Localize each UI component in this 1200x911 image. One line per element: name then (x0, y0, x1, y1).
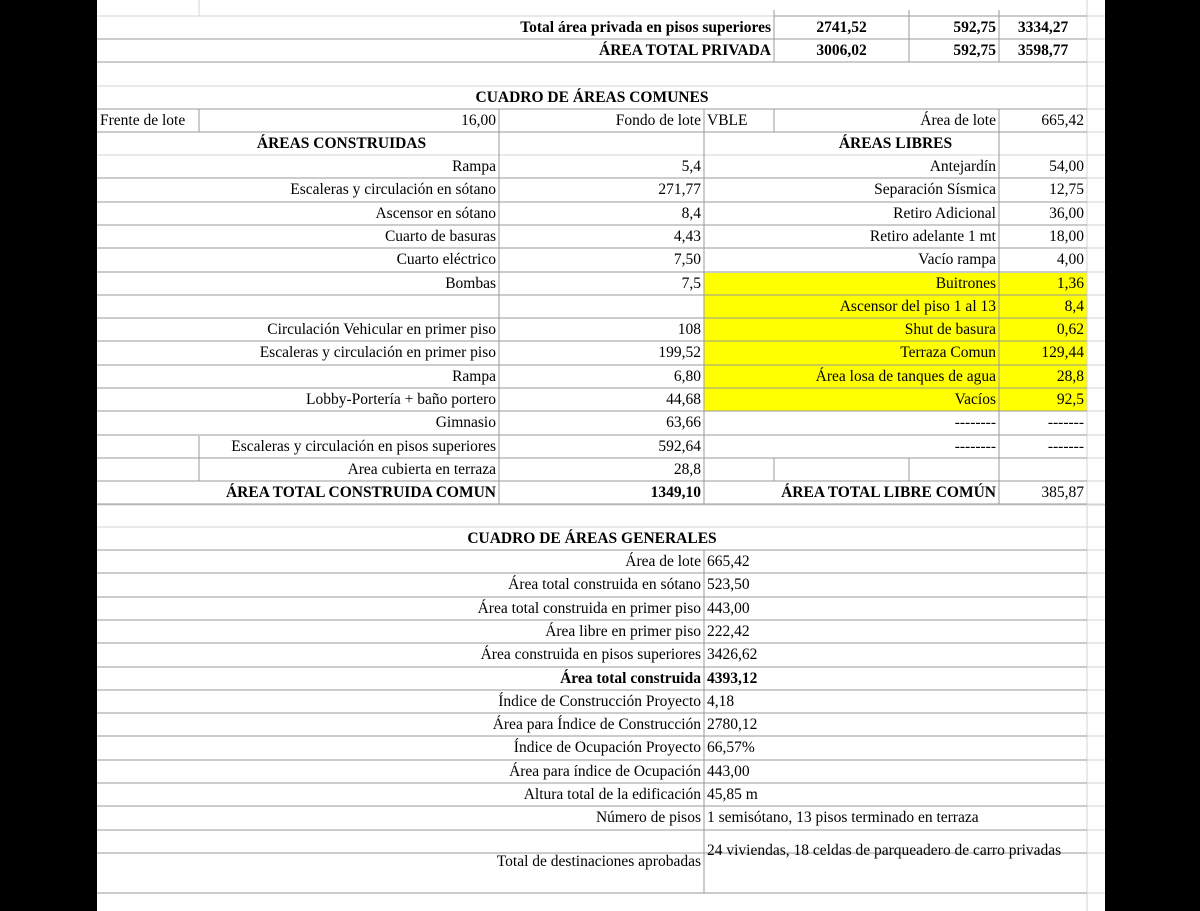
general-label[interactable]: Altura total de la edificación (523, 786, 701, 803)
general-value[interactable]: 665,42 (707, 553, 750, 570)
construida-value[interactable]: 199,52 (658, 344, 701, 361)
general-value[interactable]: 4,18 (707, 693, 735, 710)
construida-value[interactable]: 4,43 (673, 228, 701, 245)
general-value[interactable]: 66,57% (707, 739, 755, 756)
construida-label[interactable]: Cuarto eléctrico (396, 251, 496, 268)
general-label[interactable]: Área para Índice de Construcción (492, 716, 701, 733)
libre-label[interactable]: Antejardín (929, 158, 996, 175)
general-label[interactable]: Índice de Ocupación Proyecto (513, 739, 701, 756)
construida-label[interactable]: Cuarto de basuras (384, 228, 496, 245)
general-value[interactable]: 523,50 (707, 576, 750, 593)
libre-value[interactable]: 18,00 (1049, 228, 1084, 245)
fondo-label[interactable]: Fondo de lote (615, 112, 701, 129)
construida-value[interactable]: 63,66 (666, 414, 701, 431)
general-label[interactable]: Área total construida en sótano (508, 576, 701, 593)
generales-title[interactable]: CUADRO DE ÁREAS GENERALES (467, 530, 717, 547)
total-libre-value[interactable]: 385,87 (1041, 484, 1084, 501)
general-label[interactable]: Área de lote (625, 553, 701, 570)
libre-label[interactable]: Vacío rampa (918, 251, 996, 268)
libre-label[interactable]: Retiro Adicional (893, 205, 996, 222)
total-privada-a[interactable]: 3006,02 (816, 42, 867, 59)
libre-label[interactable]: -------- (954, 414, 996, 431)
general-value[interactable]: 443,00 (707, 763, 750, 780)
spreadsheet (97, 0, 1105, 911)
general-label[interactable]: Número de pisos (595, 809, 701, 826)
total-privada-b[interactable]: 592,75 (953, 42, 996, 59)
general-label[interactable]: Área total construida (560, 670, 701, 687)
comunes-title[interactable]: CUADRO DE ÁREAS COMUNES (475, 89, 709, 106)
total-libre-label[interactable]: ÁREA TOTAL LIBRE COMÚN (781, 484, 996, 501)
libre-value[interactable]: 1,36 (1056, 275, 1084, 292)
total-privada-c[interactable]: 3598,77 (1017, 42, 1069, 59)
top-row-value-a[interactable]: 2741,52 (816, 19, 867, 36)
construida-value[interactable]: 28,8 (673, 461, 701, 478)
construida-value[interactable]: 7,5 (681, 275, 701, 292)
libre-value[interactable]: ------- (1047, 438, 1084, 455)
construida-label[interactable]: Escaleras y circulación en pisos superiores (231, 438, 496, 455)
construida-label[interactable]: Rampa (452, 368, 496, 385)
libre-label[interactable]: Área losa de tanques de agua (815, 368, 996, 385)
construida-label[interactable]: Gimnasio (435, 414, 496, 431)
libre-value[interactable]: 0,62 (1056, 321, 1084, 338)
construida-label[interactable]: Escaleras y circulación en primer piso (259, 344, 496, 361)
libre-value[interactable]: 129,44 (1041, 344, 1084, 361)
libre-value[interactable]: ------- (1047, 414, 1084, 431)
libre-value[interactable]: 92,5 (1056, 391, 1084, 408)
general-label[interactable]: Área libre en primer piso (545, 623, 701, 640)
construida-value[interactable]: 271,77 (658, 181, 701, 198)
general-value[interactable]: 4393,12 (707, 670, 758, 687)
libre-label[interactable]: Shut de basura (904, 321, 996, 338)
libre-value[interactable]: 28,8 (1056, 368, 1084, 385)
top-row-label[interactable]: Total área privada en pisos superiores (520, 19, 771, 36)
libre-value[interactable]: 36,00 (1049, 205, 1084, 222)
construida-value[interactable]: 7,50 (673, 251, 701, 268)
construidas-header[interactable]: ÁREAS CONSTRUIDAS (256, 135, 427, 152)
construida-value[interactable]: 108 (677, 321, 701, 338)
general-value[interactable]: 3426,62 (707, 646, 758, 663)
area-lote-value[interactable]: 665,42 (1041, 112, 1084, 129)
construida-label[interactable]: Ascensor en sótano (375, 205, 496, 222)
total-construida-value[interactable]: 1349,10 (650, 484, 701, 501)
fondo-value[interactable]: VBLE (707, 112, 748, 129)
construida-label[interactable]: Area cubierta en terraza (347, 461, 496, 478)
libre-label[interactable]: Ascensor del piso 1 al 13 (839, 298, 996, 315)
general-label[interactable]: Área construida en pisos superiores (480, 646, 701, 663)
general-value[interactable]: 24 viviendas, 18 celdas de parqueadero de carro privadas (707, 842, 1062, 859)
libre-label[interactable]: Vacíos (954, 391, 996, 408)
general-value[interactable]: 1 semisótano, 13 pisos terminado en terraza (707, 809, 979, 826)
frente-label[interactable]: Frente de lote (100, 112, 186, 129)
construida-label[interactable]: Circulación Vehicular en primer piso (267, 321, 496, 338)
libre-label[interactable]: Separación Sísmica (874, 181, 996, 198)
construida-label[interactable]: Rampa (452, 158, 496, 175)
construida-label[interactable]: Escaleras y circulación en sótano (290, 181, 496, 198)
area-lote-label[interactable]: Área de lote (920, 112, 996, 129)
top-row-value-b[interactable]: 592,75 (953, 19, 996, 36)
libres-header[interactable]: ÁREAS LIBRES (838, 135, 953, 152)
libre-value[interactable]: 12,75 (1049, 181, 1084, 198)
general-label[interactable]: Total de destinaciones aprobadas (496, 853, 701, 870)
libre-label[interactable]: Terraza Comun (900, 344, 996, 361)
general-label[interactable]: Área para índice de Ocupación (509, 763, 701, 780)
top-row-value-c[interactable]: 3334,27 (1017, 19, 1069, 36)
construida-value[interactable]: 6,80 (673, 368, 701, 385)
construida-value[interactable]: 592,64 (658, 438, 701, 455)
construida-value[interactable]: 5,4 (681, 158, 701, 175)
libre-label[interactable]: -------- (954, 438, 996, 455)
construida-label[interactable]: Bombas (445, 275, 496, 292)
total-privada-label[interactable]: ÁREA TOTAL PRIVADA (599, 42, 771, 59)
libre-value[interactable]: 4,00 (1056, 251, 1084, 268)
general-value[interactable]: 222,42 (707, 623, 750, 640)
libre-label[interactable]: Retiro adelante 1 mt (869, 228, 996, 245)
libre-value[interactable]: 54,00 (1049, 158, 1084, 175)
construida-value[interactable]: 44,68 (666, 391, 701, 408)
total-construida-label[interactable]: ÁREA TOTAL CONSTRUIDA COMUN (225, 484, 496, 501)
libre-value[interactable]: 8,4 (1064, 298, 1084, 315)
general-label[interactable]: Área total construida en primer piso (477, 600, 701, 617)
general-value[interactable]: 45,85 m (707, 786, 758, 803)
frente-value[interactable]: 16,00 (461, 112, 496, 129)
general-value[interactable]: 2780,12 (707, 716, 758, 733)
construida-label[interactable]: Lobby-Portería + baño portero (306, 391, 496, 408)
construida-value[interactable]: 8,4 (681, 205, 701, 222)
general-value[interactable]: 443,00 (707, 600, 750, 617)
libre-label[interactable]: Buitrones (935, 275, 996, 292)
general-label[interactable]: Índice de Construcción Proyecto (498, 693, 701, 710)
